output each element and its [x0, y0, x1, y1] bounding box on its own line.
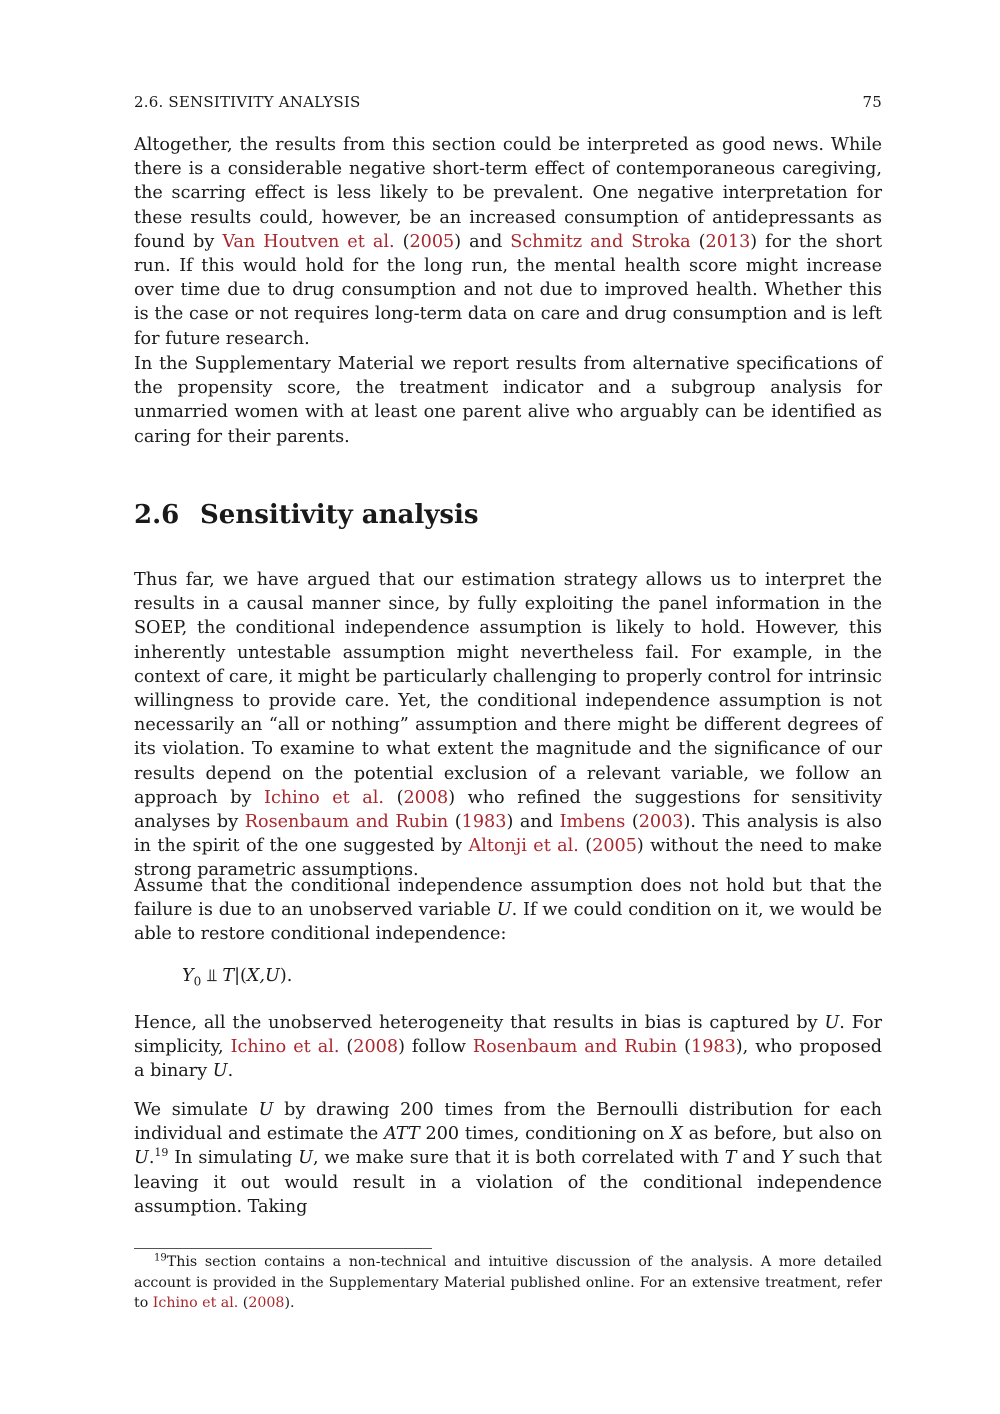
citation-link-altonji[interactable]: Altonji et al.	[468, 836, 579, 857]
paragraph-sensitivity-intro	[134, 568, 882, 883]
text: ) without the need to make strong parametric assumptions.	[134, 836, 882, 881]
text: Thus far, we have argued that our estimation strategy allows us to interpret the results in a causal manner since, by fully exploiting the panel information in the SOEP, the conditional independence assumption is likely to hold. However, this inherently untestable assumption might nevertheless fail. For example, in the context of care, it might be particularly challenging to properly control for intrinsic willingness to provide care. Yet, the conditional independence assumption is not necessarily an “all or nothing” assumption and there might be different degrees of its violation. To examine to what extent the magnitude and the significance of our results depend on the potential exclusion of a relevant variable, we follow an approach by	[134, 570, 882, 808]
citation-year-link[interactable]: 2008	[353, 1037, 399, 1058]
citation-year-link[interactable]: 1983	[691, 1037, 736, 1058]
citation-link-ichino[interactable]: Ichino et al.	[264, 787, 385, 808]
citation-year-link[interactable]: 1983	[461, 812, 507, 833]
math-variable: T	[724, 1148, 737, 1169]
math-variable: Y	[182, 966, 194, 986]
paragraph-simulation	[134, 1098, 882, 1219]
text: (	[578, 836, 593, 857]
text: ) who refined the suggestions for sensitivity analyses by	[134, 787, 883, 833]
math-operator: ).	[279, 966, 293, 986]
math-operator: ⫫	[201, 966, 223, 986]
math-variable: U	[212, 1061, 228, 1082]
text: .	[227, 1061, 234, 1082]
text: ) for the short run. If this would hold for the long run, the mental health score might increase over time due to drug consumption and not due to improved health. Whether this is the case or not requires long-term data on care and drug consumption and is left for future research.	[134, 231, 883, 349]
citation-year-link[interactable]: 2008	[403, 787, 449, 808]
section-heading	[134, 500, 479, 530]
text: Altogether, the results from this section could be interpreted as good news. While there is a considerable negative short-term effect of contemporaneous caregiving, the scarring effect is less likely to be prevalent. One negative interpretation for these results could, however, be an increased consumption of antidepressants as found by	[134, 135, 882, 252]
math-variable: U	[134, 1148, 149, 1169]
citation-link-ichino[interactable]: Ichino et al.	[152, 1295, 239, 1311]
text: (	[448, 812, 462, 833]
math-variable: X,U	[246, 966, 280, 986]
text: ). This analysis is also in the spirit of the one suggested by	[134, 812, 882, 857]
text: as before, but also on	[682, 1124, 883, 1145]
math-variable: ATT	[384, 1124, 420, 1145]
paragraph-assumption	[134, 874, 882, 947]
math-variable: U	[258, 1100, 274, 1120]
math-variable: Y	[781, 1148, 793, 1169]
text: ), who proposed a binary	[134, 1037, 883, 1082]
running-header	[134, 93, 882, 115]
footnote-divider	[134, 1248, 432, 1249]
text: ) follow	[398, 1037, 473, 1058]
citation-year-link[interactable]: 2013	[705, 231, 751, 252]
math-subscript: 0	[193, 974, 202, 989]
text: 200 times, conditioning on	[419, 1124, 671, 1145]
text: (	[339, 1037, 354, 1058]
text: Assume that the conditional independence assumption does not hold but that the failure is due to an unobserved variable	[134, 876, 882, 921]
math-variable: X	[670, 1124, 683, 1145]
text: (	[690, 231, 706, 252]
citation-link-imbens[interactable]: Imbens	[559, 812, 626, 833]
footnote-19	[134, 1252, 882, 1314]
text: . For simplicity,	[134, 1013, 882, 1058]
math-variable: T	[222, 966, 235, 986]
page-number: 75	[862, 93, 882, 111]
math-variable: U	[824, 1013, 840, 1033]
footnote-reference-link[interactable]: 19	[154, 1146, 169, 1160]
text: (	[384, 787, 404, 808]
text: In simulating	[168, 1148, 299, 1169]
citation-link-schmitz-stroka[interactable]: Schmitz and Stroka	[510, 231, 691, 252]
text: .	[148, 1148, 155, 1169]
text: (	[238, 1295, 249, 1311]
running-title: 2.6. SENSITIVITY ANALYSIS	[134, 93, 361, 111]
citation-link-rosenbaum-rubin[interactable]: Rosenbaum and Rubin	[244, 812, 449, 833]
citation-link-rosenbaum-rubin[interactable]: Rosenbaum and Rubin	[472, 1037, 678, 1058]
math-operator: |(	[234, 966, 247, 986]
citation-year-link[interactable]: 2005	[592, 836, 637, 857]
paragraph-heterogeneity	[134, 1011, 882, 1084]
text: This section contains a non-technical and intuitive discussion of the analysis. A more detailed account is provided in the Supplementary Material published online. For an extensive treatment, refer to	[134, 1254, 882, 1311]
text: ) and	[454, 231, 511, 252]
text: ) and	[506, 812, 560, 833]
text: and	[736, 1148, 782, 1169]
text: (	[625, 812, 639, 833]
citation-year-link[interactable]: 2008	[248, 1295, 285, 1311]
math-variable: U	[496, 900, 512, 921]
text: , we make sure that it is both correlated with	[313, 1148, 725, 1169]
text: such that leaving it out would result in a violation of the conditional independence assumption. Taking	[134, 1148, 882, 1217]
citation-year-link[interactable]: 2003	[638, 812, 684, 833]
text: ).	[284, 1295, 295, 1311]
citation-link-van-houtven[interactable]: Van Houtven et al.	[222, 231, 395, 252]
paragraph-results-interpretation	[134, 133, 882, 351]
text: We simulate	[134, 1100, 259, 1120]
section-title: Sensitivity analysis	[200, 500, 479, 530]
paragraph-supplementary: In the Supplementary Material we report results from alternative specifications of the propensity score, the treatment indicator and a subgroup analysis for unmarried women with at least one parent alive who arguably can be identified as caring for their parents.	[134, 354, 882, 447]
math-variable: U	[298, 1148, 314, 1169]
section-number: 2.6	[134, 500, 180, 530]
footnote-mark: 19	[154, 1252, 167, 1264]
text: (	[677, 1037, 692, 1058]
equation-conditional-independence	[182, 966, 292, 989]
citation-link-ichino[interactable]: Ichino et al.	[230, 1037, 340, 1058]
text: Hence, all the unobserved heterogeneity that results in bias is captured by	[134, 1013, 825, 1033]
text: (	[394, 231, 410, 252]
citation-year-link[interactable]: 2005	[409, 231, 455, 252]
text: by drawing 200 times from the Bernoulli distribution for each individual and estimate the	[134, 1100, 882, 1145]
text: . If we could condition on it, we would be able to restore conditional independence:	[134, 900, 882, 945]
